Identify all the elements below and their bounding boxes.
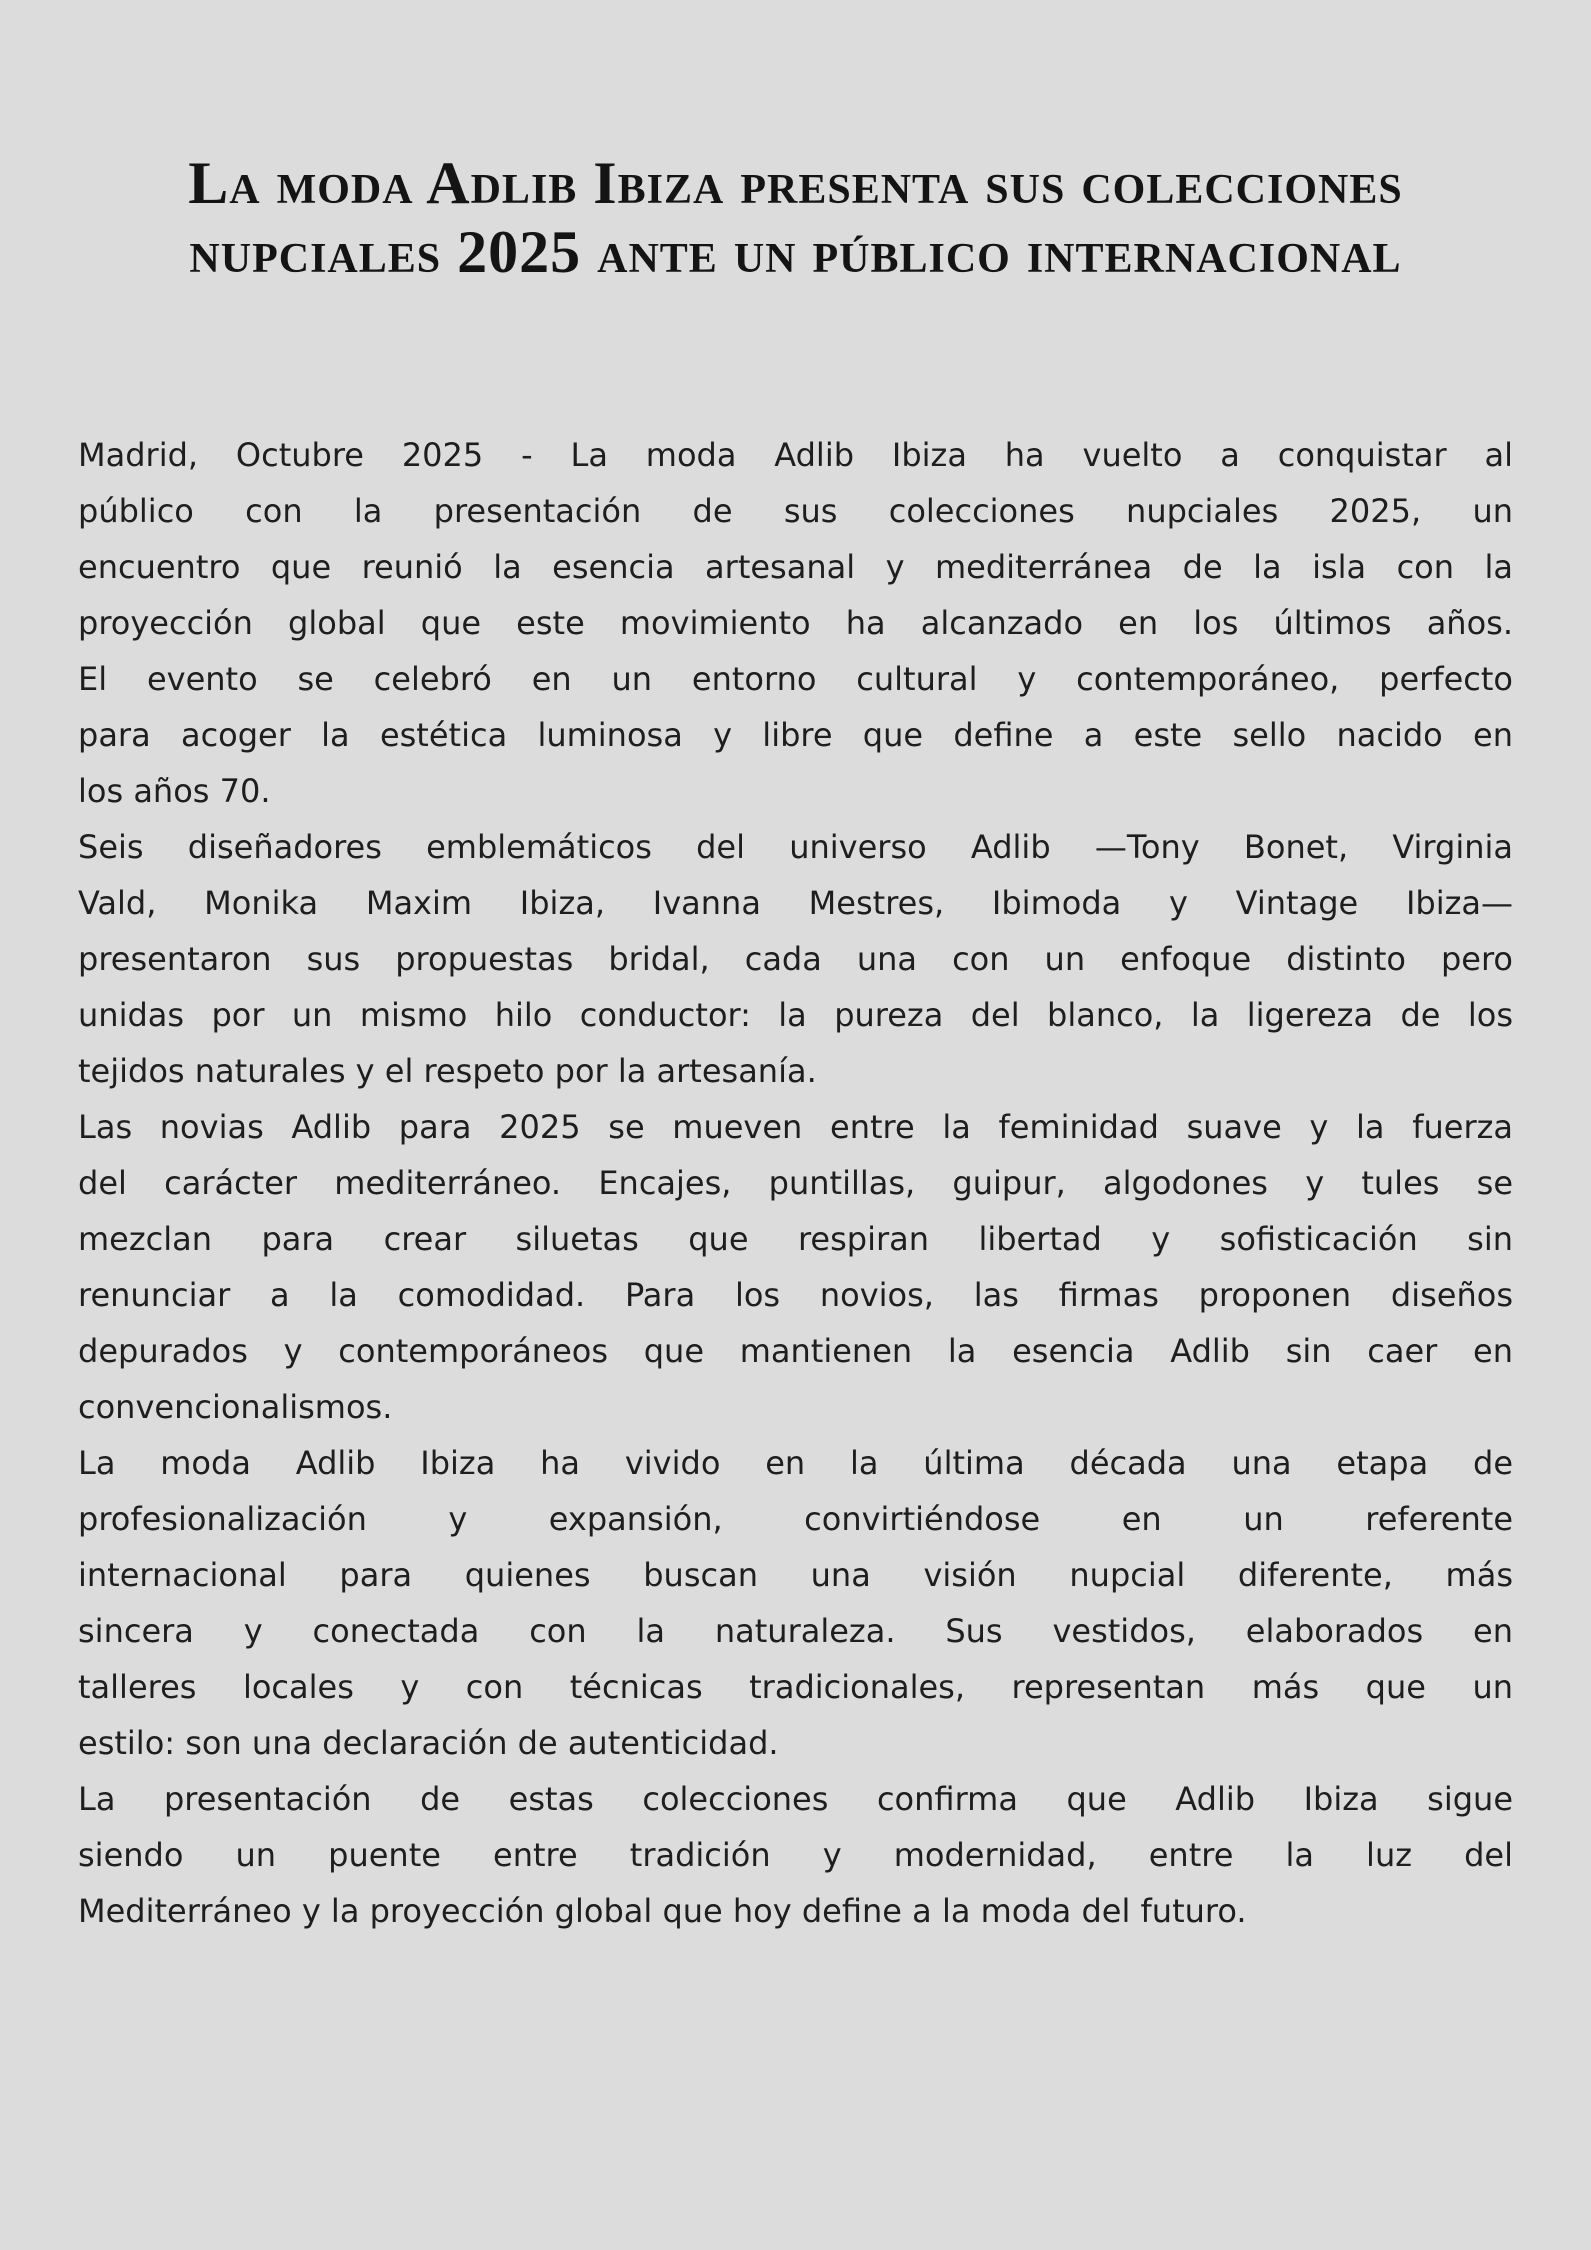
- text-line: Seis diseñadores emblemáticos del universo Adlib —Tony Bonet, Virginia: [78, 828, 1513, 866]
- text-line: tejidos naturales y el respeto por la artesanía.: [78, 1052, 817, 1090]
- text-line: estilo: son una declaración de autenticidad.: [78, 1724, 779, 1762]
- text-line: presentaron sus propuestas bridal, cada una con un enfoque distinto pero: [78, 940, 1513, 978]
- text-line: renunciar a la comodidad. Para los novios, las firmas proponen diseños: [78, 1276, 1513, 1314]
- paragraph-4: [78, 1435, 1513, 1771]
- text-line: El evento se celebró en un entorno cultural y contemporáneo, perfecto: [78, 660, 1513, 698]
- text-line: internacional para quienes buscan una visión nupcial diferente, más: [78, 1556, 1513, 1594]
- text-line: mezclan para crear siluetas que respiran libertad y sofisticación sin: [78, 1220, 1513, 1258]
- text-line: para acoger la estética luminosa y libre que define a este sello nacido en: [78, 716, 1513, 754]
- title-line-1: La moda Adlib Ibiza presenta sus colecciones: [188, 150, 1403, 216]
- text-line: público con la presentación de sus colecciones nupciales 2025, un: [78, 492, 1513, 530]
- text-line: profesionalización y expansión, convirtiéndose en un referente: [78, 1500, 1513, 1538]
- paragraph-1: [78, 427, 1513, 819]
- text-line: del carácter mediterráneo. Encajes, puntillas, guipur, algodones y tules se: [78, 1164, 1513, 1202]
- text-line: sincera y conectada con la naturaleza. Sus vestidos, elaborados en: [78, 1612, 1513, 1650]
- paragraph-3: [78, 1099, 1513, 1435]
- text-line: La presentación de estas colecciones confirma que Adlib Ibiza sigue: [78, 1780, 1513, 1818]
- text-line: Madrid, Octubre 2025 - La moda Adlib Ibiza ha vuelto a conquistar al: [78, 436, 1513, 474]
- text-line: los años 70.: [78, 772, 271, 810]
- article-title: [0, 149, 1591, 287]
- text-line: talleres locales y con técnicas tradicionales, representan más que un: [78, 1668, 1513, 1706]
- text-line: depurados y contemporáneos que mantienen la esencia Adlib sin caer en: [78, 1332, 1513, 1370]
- text-line: convencionalismos.: [78, 1388, 393, 1426]
- paragraph-2: [78, 819, 1513, 1099]
- text-line: siendo un puente entre tradición y modernidad, entre la luz del: [78, 1836, 1513, 1874]
- text-line: Vald, Monika Maxim Ibiza, Ivanna Mestres, Ibimoda y Vintage Ibiza—: [78, 884, 1513, 922]
- text-line: proyección global que este movimiento ha alcanzado en los últimos años.: [78, 604, 1513, 642]
- title-line-2: nupciales 2025 ante un público internacional: [189, 219, 1402, 285]
- text-line: Mediterráneo y la proyección global que hoy define a la moda del futuro.: [78, 1892, 1247, 1930]
- paragraph-5: [78, 1771, 1513, 1939]
- text-line: La moda Adlib Ibiza ha vivido en la última década una etapa de: [78, 1444, 1513, 1482]
- text-line: unidas por un mismo hilo conductor: la pureza del blanco, la ligereza de los: [78, 996, 1513, 1034]
- article-body: [78, 427, 1513, 1939]
- text-line: encuentro que reunió la esencia artesanal y mediterránea de la isla con la: [78, 548, 1513, 586]
- text-line: Las novias Adlib para 2025 se mueven entre la feminidad suave y la fuerza: [78, 1108, 1513, 1146]
